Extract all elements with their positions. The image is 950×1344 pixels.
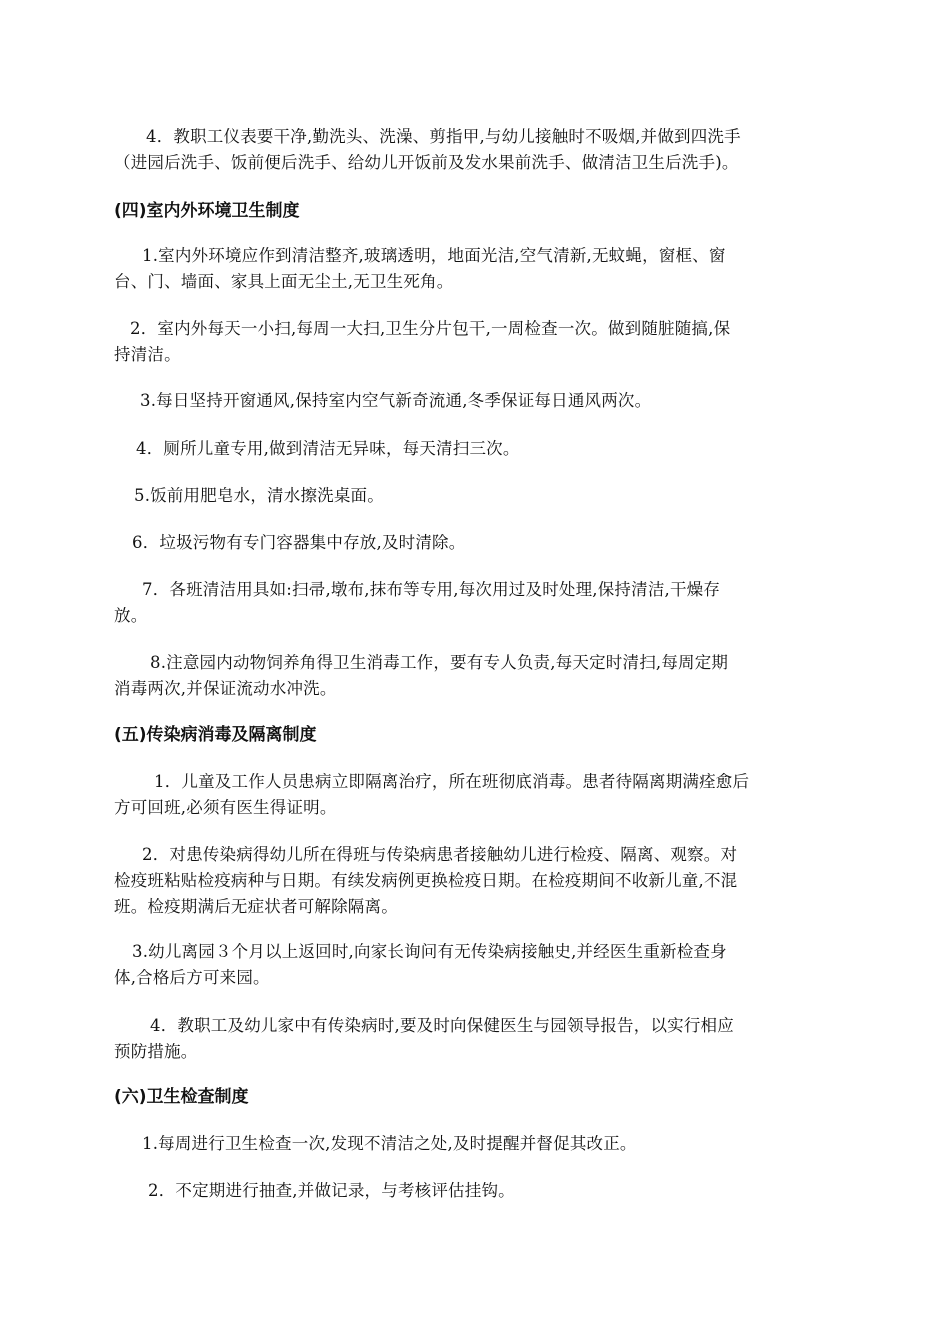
text-line: （进园后洗手、饭前便后洗手、给幼儿开饭前及发水果前洗手、做清洁卫生后洗手)。 xyxy=(114,153,739,172)
text-line: 6．垃圾污物有专门容器集中存放,及时清除。 xyxy=(132,533,466,552)
paragraph-s6-item1 xyxy=(114,1131,830,1157)
text-line: 消毒两次,并保证流动水冲洗。 xyxy=(114,679,337,698)
paragraph-s4-item4 xyxy=(114,436,830,462)
paragraph-s5-item4 xyxy=(114,1013,830,1065)
paragraph-s4-item5 xyxy=(114,483,830,509)
text-line: 班。检疫期满后无症状者可解除隔离。 xyxy=(114,897,398,916)
text-line: 体,合格后方可来园。 xyxy=(114,968,270,987)
text-line: 4．教职工仪表要干净,勤洗头、洗澡、剪指甲,与幼儿接触时不吸烟,并做到四洗手 xyxy=(146,127,741,146)
text-line: 1.室内外环境应作到清洁整齐,玻璃透明，地面光洁,空气清新,无蚊蝇，窗框、窗 xyxy=(142,246,726,265)
paragraph-s4-item6 xyxy=(114,530,830,556)
paragraph-s4-item8 xyxy=(114,650,830,702)
text-line: 台、门、墙面、家具上面无尘土,无卫生死角。 xyxy=(114,272,454,291)
text-line: 2．不定期进行抽查,并做记录，与考核评估挂钩。 xyxy=(148,1181,515,1200)
text-line: 3.幼儿离园３个月以上返回时,向家长询问有无传染病接触史,并经医生重新检查身 xyxy=(132,942,727,961)
paragraph-s4-item1 xyxy=(114,243,830,295)
text-line: 1.每周进行卫生检查一次,发现不清洁之处,及时提醒并督促其改正。 xyxy=(142,1134,637,1153)
text-line: 2．室内外每天一小扫,每周一大扫,卫生分片包干,一周检查一次。做到随脏随搞,保 xyxy=(130,319,731,338)
text-line: 7．各班清洁用具如:扫帚,墩布,抹布等专用,每次用过及时处理,保持清洁,干燥存 xyxy=(142,580,721,599)
paragraph-s5-item3 xyxy=(114,939,830,991)
section-heading-6: (六)卫生检查制度 xyxy=(114,1087,249,1107)
text-line: 8.注意园内动物饲养角得卫生消毒工作，要有专人负责,每天定时清扫,每周定期 xyxy=(150,653,729,672)
text-line: 4．教职工及幼儿家中有传染病时,要及时向保健医生与园领导报告，以实行相应 xyxy=(150,1016,734,1035)
text-line: 4．厕所儿童专用,做到清洁无异味，每天清扫三次。 xyxy=(136,439,520,458)
paragraph-s4-item2 xyxy=(114,316,830,368)
paragraph-s5-item1 xyxy=(114,769,830,821)
paragraph-s3-item4 xyxy=(114,124,830,176)
paragraph-s4-item7 xyxy=(114,577,830,629)
paragraph-s4-item3 xyxy=(114,388,830,414)
paragraph-s5-item2 xyxy=(114,842,830,920)
text-line: 持清洁。 xyxy=(114,345,181,364)
section-heading-4: (四)室内外环境卫生制度 xyxy=(114,201,300,221)
text-line: 1．儿童及工作人员患病立即隔离治疗，所在班彻底消毒。患者待隔离期满痊愈后 xyxy=(154,772,750,791)
text-line: 预防措施。 xyxy=(114,1042,198,1061)
text-line: 检疫班粘贴检疫病种与日期。有续发病例更换检疫日期。在检疫期间不收新儿童,不混 xyxy=(114,871,738,890)
text-line: 放。 xyxy=(114,606,148,625)
text-line: 5.饭前用肥皂水，清水擦洗桌面。 xyxy=(134,486,384,505)
text-line: 方可回班,必须有医生得证明。 xyxy=(114,798,337,817)
text-line: 3.每日坚持开窗通风,保持室内空气新奇流通,冬季保证每日通风两次。 xyxy=(140,391,652,410)
text-line: 2．对患传染病得幼儿所在得班与传染病患者接触幼儿进行检疫、隔离、观察。对 xyxy=(142,845,738,864)
paragraph-s6-item2 xyxy=(114,1178,830,1204)
section-heading-5: (五)传染病消毒及隔离制度 xyxy=(114,725,317,745)
